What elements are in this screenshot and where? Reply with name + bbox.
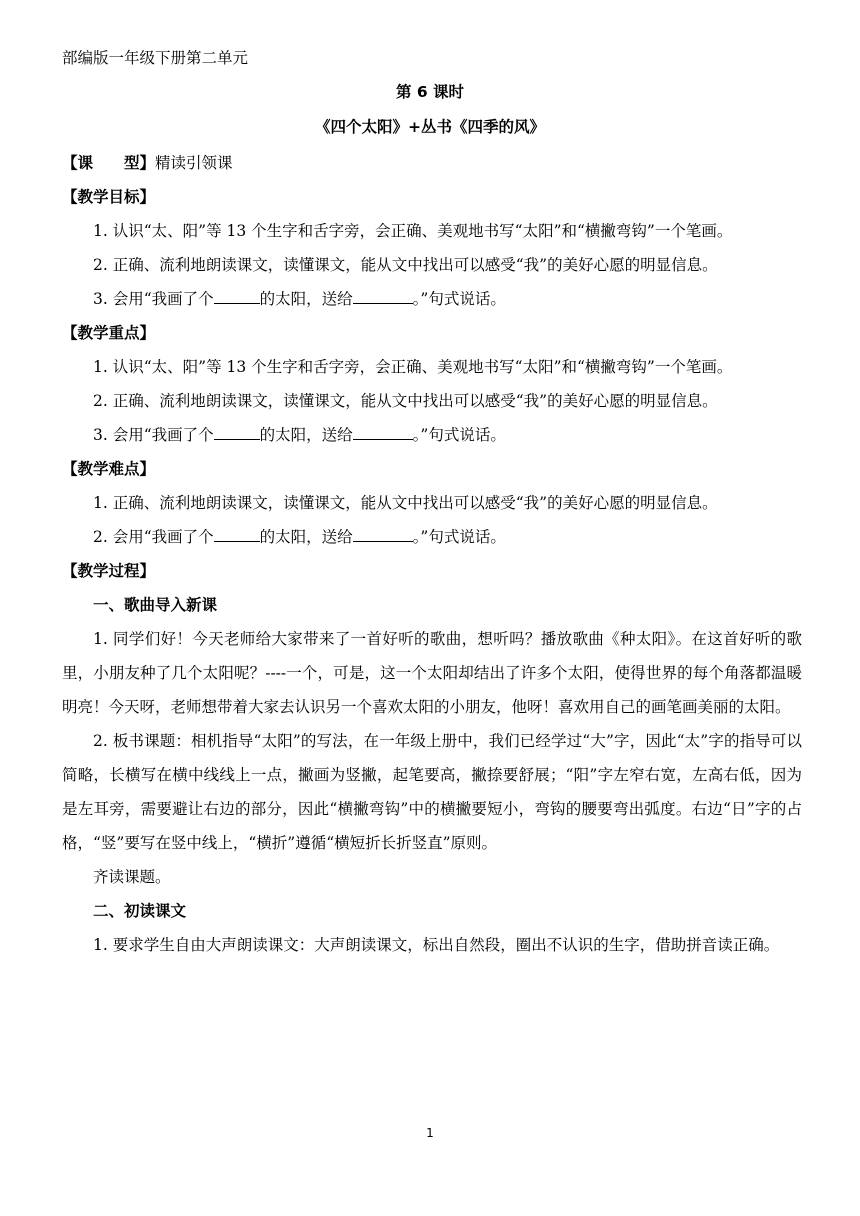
section-title: 一、歌曲导入新课 — [93, 596, 218, 614]
fill-blank — [214, 287, 260, 304]
paragraph: 2. 板书课题：相机指导“太阳”的写法，在一年级上册中，我们已经学过“大”字，因此“太”字的指导可以简略，长横写在横中线线上一点，撇画为竖撇，起笔要高，撇捺要舒展；“阳”字左窄右宽，左高右低，因为是左耳旁，需要避让右边的部分，因此“横撇弯钩”中的横撇要短小，弯钩的腰要弯出弧度。右边“日”字的占格，“竖”要写在竖中线上，“横折”遵循“横短折长折竖直”原则。 — [62, 732, 802, 852]
goal-item: 1. 认识“太、阳”等 13 个生字和舌字旁，会正确、美观地书写“太阳”和“横撇弯钩”一个笔画。 — [93, 222, 733, 240]
page-number: 1 — [426, 1126, 434, 1140]
document-body — [62, 146, 802, 962]
fill-blank — [214, 525, 260, 542]
keypoint-item: 2. 正确、流利地朗读课文，读懂课文，能从文中找出可以感受“我”的美好心愿的明显信息。 — [93, 392, 718, 410]
difficulties-heading: 【教学难点】 — [62, 460, 156, 478]
section-title: 二、初读课文 — [93, 902, 187, 920]
fill-blank — [214, 423, 260, 440]
unit-header: 部编版一年级下册第二单元 — [62, 49, 249, 67]
paragraph: 1. 要求学生自由大声朗读课文：大声朗读课文，标出自然段，圈出不认识的生字，借助拼音读正确。 — [93, 936, 780, 954]
process-heading: 【教学过程】 — [62, 562, 156, 580]
course-type-value: 精读引领课 — [155, 154, 233, 172]
fill-blank — [353, 287, 413, 304]
fill-blank — [353, 423, 413, 440]
lesson-number: 第 6 课时 — [395, 83, 465, 101]
goal-item: 2. 正确、流利地朗读课文，读懂课文，能从文中找出可以感受“我”的美好心愿的明显信息。 — [93, 256, 718, 274]
keypoint-item: 1. 认识“太、阳”等 13 个生字和舌字旁，会正确、美观地书写“太阳”和“横撇弯钩”一个笔画。 — [93, 358, 733, 376]
difficulty-item: 2. 会用“我画了个 的太阳，送给 。”句式说话。 — [62, 520, 802, 554]
goal-item: 3. 会用“我画了个 的太阳，送给 。”句式说话。 — [62, 282, 802, 316]
course-type-label: 【课 型】 — [62, 154, 156, 172]
keypoint-item: 3. 会用“我画了个 的太阳，送给 。”句式说话。 — [62, 418, 802, 452]
keypoints-heading: 【教学重点】 — [62, 324, 156, 342]
paragraph: 1. 同学们好！今天老师给大家带来了一首好听的歌曲，想听吗？播放歌曲《种太阳》。在这首好听的歌里，小朋友种了几个太阳呢？----一个，可是，这一个太阳却结出了许多个太阳，使得世界的每个角落都温暖明亮！今天呀，老师想带着大家去认识另一个喜欢太阳的小朋友，他呀！喜欢用自己的画笔画美丽的太阳。 — [62, 630, 802, 716]
course-type-line — [62, 146, 802, 180]
paragraph: 齐读课题。 — [93, 868, 171, 886]
difficulty-item: 1. 正确、流利地朗读课文，读懂课文，能从文中找出可以感受“我”的美好心愿的明显信息。 — [93, 494, 718, 512]
fill-blank — [353, 525, 413, 542]
lesson-title: 《四个太阳》+丛书《四季的风》 — [315, 118, 545, 136]
goals-heading: 【教学目标】 — [62, 188, 156, 206]
